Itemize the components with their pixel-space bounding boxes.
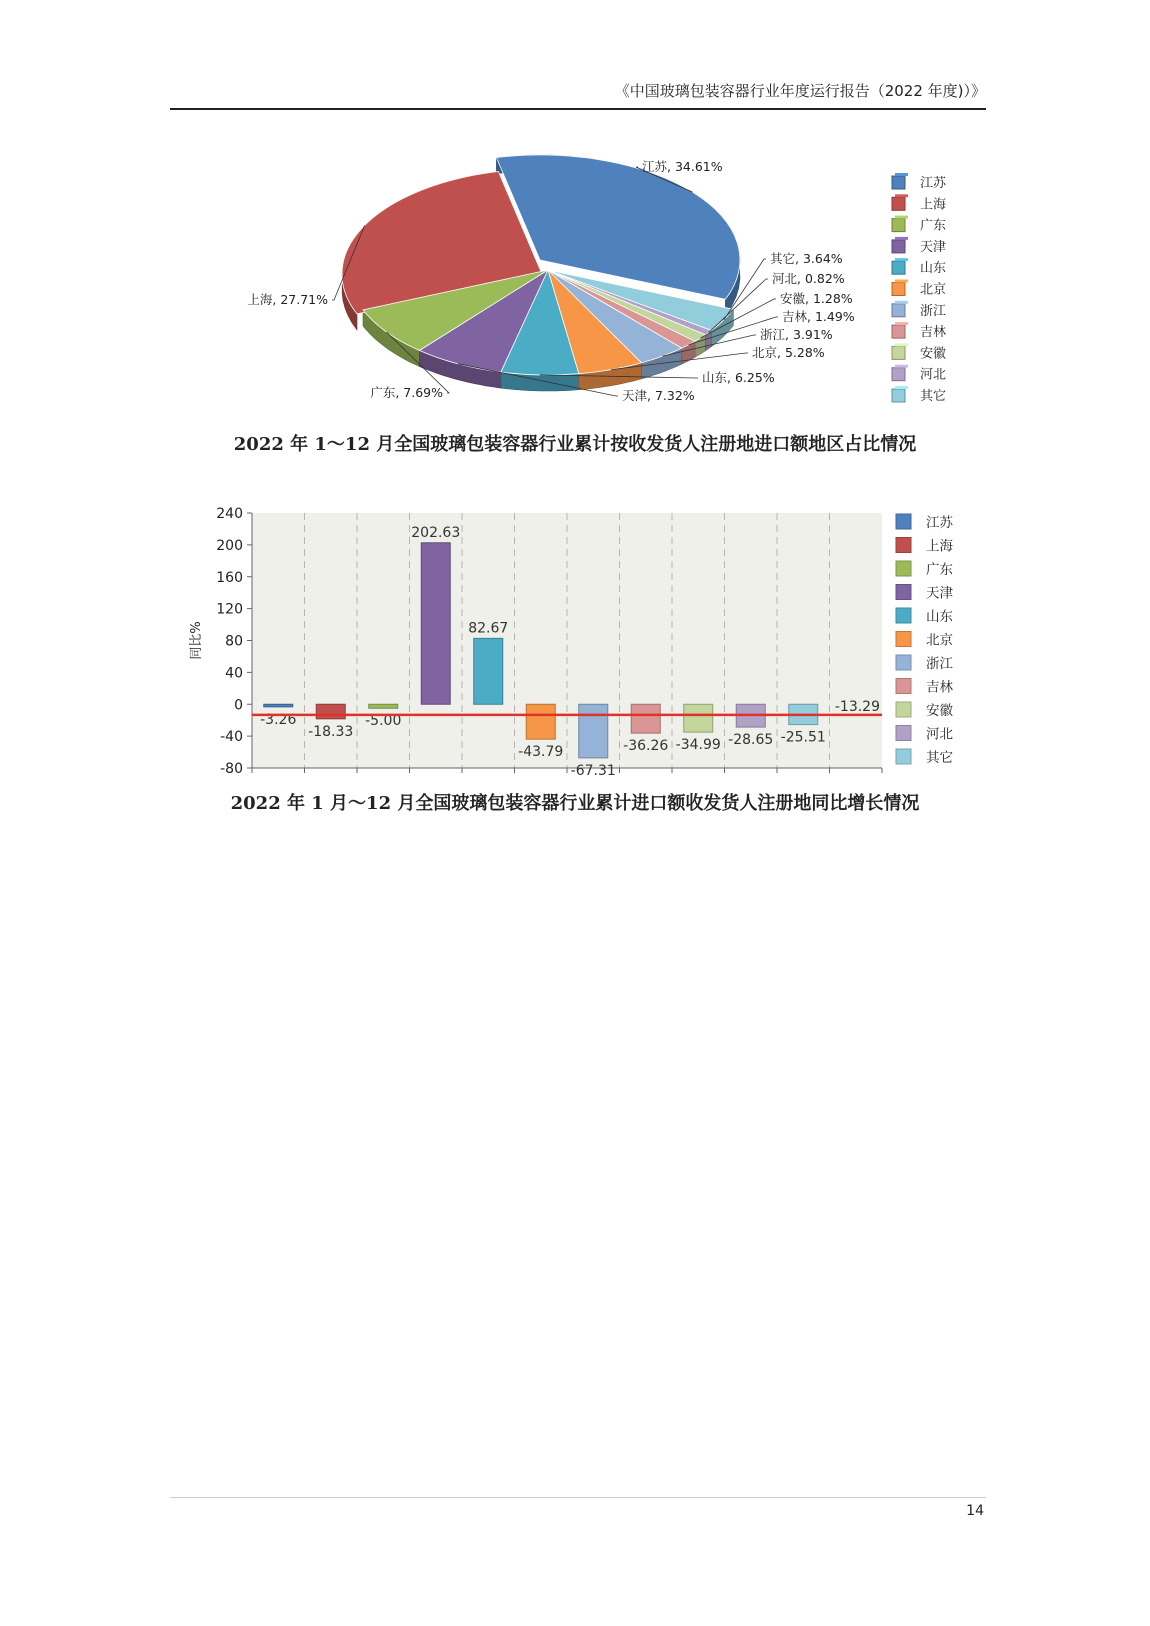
pie-data-label-山东: 山东, 6.25% [702, 370, 775, 385]
bar-安徽 [684, 704, 713, 732]
bar-legend-swatch-其它 [896, 749, 911, 764]
bar-reference-label: -13.29 [834, 698, 880, 715]
pie-legend-label-浙江: 浙江 [920, 303, 947, 319]
pie-legend-label-河北: 河北 [920, 367, 947, 383]
bar-江苏 [264, 704, 293, 707]
bar-上海 [316, 704, 345, 719]
pie-legend-label-其它: 其它 [920, 389, 947, 404]
bar-legend-label-其它: 其它 [926, 750, 953, 766]
pie-data-label-吉林: 吉林, 1.49% [782, 309, 855, 324]
bar-y-tick-label: 200 [216, 537, 243, 554]
pie-legend-label-上海: 上海 [920, 197, 947, 213]
pie-legend-label-山东: 山东 [920, 261, 947, 277]
bar-legend-swatch-江苏 [896, 514, 911, 529]
bar-广东 [369, 704, 398, 708]
bar-legend-label-河北: 河北 [926, 726, 953, 743]
bar-legend-swatch-吉林 [896, 679, 911, 694]
pie-legend-label-广东: 广东 [920, 218, 947, 234]
footer-rule [170, 1497, 986, 1498]
bar-value-label-安徽: -34.99 [675, 737, 721, 754]
bar-legend-swatch-天津 [896, 585, 911, 600]
bar-y-tick-label: 0 [234, 697, 243, 714]
bar-value-label-吉林: -36.26 [623, 738, 669, 755]
bar-y-axis-label: 同比% [189, 621, 204, 660]
bar-吉林 [631, 704, 660, 733]
bar-value-label-山东: 82.67 [468, 620, 509, 637]
pie-data-label-安徽: 安徽, 1.28% [780, 291, 853, 306]
bar-legend-label-上海: 上海 [926, 538, 953, 555]
pie-legend-label-江苏: 江苏 [920, 176, 947, 191]
bar-legend-label-吉林: 吉林 [926, 679, 953, 696]
bar-浙江 [579, 704, 608, 758]
bar-y-tick-label: 120 [216, 601, 243, 618]
pie-data-label-河北: 河北, 0.82% [772, 271, 845, 286]
bar-legend-label-安徽: 安徽 [926, 703, 953, 719]
bar-y-tick-label: 160 [216, 569, 243, 586]
pie-legend-label-安徽: 安徽 [920, 346, 947, 362]
bar-value-label-江苏: -3.26 [260, 711, 297, 728]
bar-legend-label-浙江: 浙江 [926, 656, 953, 672]
bar-value-label-广东: -5.00 [365, 713, 402, 730]
bar-y-tick-label: 240 [216, 506, 243, 522]
bar-value-label-其它: -25.51 [780, 729, 826, 746]
bar-legend-label-山东: 山东 [926, 609, 953, 625]
bar-value-label-浙江: -67.31 [570, 762, 616, 779]
pie-data-label-其它: 其它, 3.64% [770, 251, 843, 266]
bar-legend-swatch-浙江 [896, 655, 911, 670]
bar-y-tick-label: -80 [220, 761, 243, 777]
pie-legend-label-吉林: 吉林 [920, 325, 947, 341]
bar-chart-caption: 2022 年 1 月～12 月全国玻璃包装容器行业累计进口额收发货人注册地同比增长情况 [230, 793, 920, 814]
bar-value-label-北京: -43.79 [518, 744, 564, 761]
bar-y-tick-label: 40 [225, 665, 243, 682]
pie-data-label-浙江: 浙江, 3.91% [760, 327, 833, 342]
pie-data-label-上海: 上海, 27.71% [247, 292, 328, 307]
pie-chart-caption: 2022 年 1～12 月全国玻璃包装容器行业累计按收发货人注册地进口额地区占比情况 [233, 434, 917, 455]
bar-legend-swatch-上海 [896, 538, 911, 553]
pie-legend-label-北京: 北京 [920, 282, 947, 298]
pie-data-label-广东: 广东, 7.69% [370, 385, 443, 400]
bar-value-label-上海: -18.33 [308, 723, 354, 740]
bar-legend-swatch-山东 [896, 608, 911, 623]
bar-y-tick-label: 80 [225, 633, 243, 650]
bar-value-label-天津: 202.63 [411, 524, 461, 541]
bar-legend-label-广东: 广东 [926, 562, 953, 578]
bar-legend-label-天津: 天津 [926, 585, 953, 602]
bar-山东 [474, 638, 503, 704]
bar-legend-swatch-广东 [896, 561, 911, 576]
bar-chart [0, 0, 1150, 790]
bar-legend-swatch-河北 [896, 726, 911, 741]
bar-天津 [421, 543, 450, 704]
bar-legend-label-北京: 北京 [926, 632, 953, 649]
page-number: 14 [966, 1503, 984, 1519]
bar-legend-label-江苏: 江苏 [926, 515, 953, 531]
pie-legend-label-天津: 天津 [920, 239, 947, 255]
header-title: 《中国玻璃包装容器行业年度运行报告（2022 年度)）》 [614, 82, 986, 100]
pie-data-label-江苏: 江苏, 34.61% [642, 159, 723, 174]
pie-data-label-北京: 北京, 5.28% [752, 345, 825, 360]
pie-data-label-天津: 天津, 7.32% [622, 388, 695, 403]
bar-legend [896, 514, 954, 766]
bar-北京 [526, 704, 555, 739]
bar-legend-swatch-安徽 [896, 702, 911, 717]
bar-legend-swatch-北京 [896, 632, 911, 647]
bar-value-label-河北: -28.65 [728, 732, 774, 749]
bar-y-tick-label: -40 [220, 729, 243, 746]
